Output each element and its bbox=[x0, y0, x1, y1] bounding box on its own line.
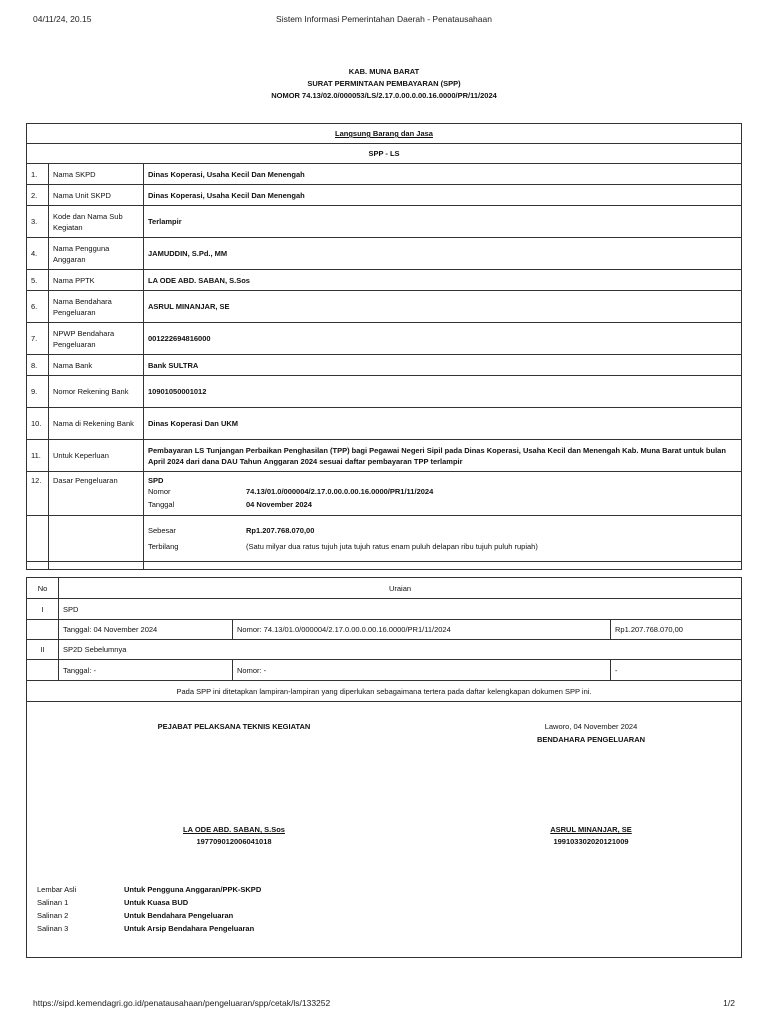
bendahara-name: ASRUL MINANJAR, SE bbox=[550, 825, 632, 834]
spd-amount: Rp1.207.768.070,00 bbox=[611, 620, 742, 640]
row-number: 6. bbox=[27, 291, 49, 323]
table-row bbox=[27, 599, 742, 620]
row-label: SP2D Sebelumnya bbox=[59, 640, 742, 660]
print-page-number: 1/2 bbox=[723, 998, 735, 1008]
table-row bbox=[27, 408, 742, 440]
row-value: LA ODE ABD. SABAN, S.Sos bbox=[144, 270, 742, 291]
pptk-name: LA ODE ABD. SABAN, S.Sos bbox=[183, 825, 285, 834]
row-label: Nama SKPD bbox=[49, 164, 144, 185]
table-row bbox=[27, 640, 742, 660]
uraian-table bbox=[26, 577, 742, 702]
spd-heading: SPD bbox=[148, 476, 164, 485]
lampiran-note: Pada SPP ini ditetapkan lampiran-lampiran yang diperlukan sebagaimana tertera pada daftar kelengkapan dokumen SPP ini. bbox=[27, 681, 742, 702]
spd-nomor-value: 74.13/01.0/000004/2.17.0.00.0.00.16.0000/PR1/11/2024 bbox=[246, 487, 434, 496]
table-row bbox=[27, 440, 742, 472]
col-uraian-header: Uraian bbox=[59, 578, 742, 599]
table-row bbox=[27, 164, 742, 185]
lembar-label: Salinan 3 bbox=[37, 924, 69, 933]
row-value: Terlampir bbox=[144, 206, 742, 238]
row-number: 11. bbox=[27, 440, 49, 472]
row-value: Dinas Koperasi, Usaha Kecil Dan Menengah bbox=[144, 185, 742, 206]
row-label: Nama Bendahara Pengeluaran bbox=[49, 291, 144, 323]
dasar-pengeluaran-row bbox=[27, 472, 742, 516]
pptk-title: PEJABAT PELAKSANA TEKNIS KEGIATAN bbox=[157, 722, 311, 731]
row-number: 1. bbox=[27, 164, 49, 185]
empty-cell bbox=[49, 516, 144, 562]
row-value: Bank SULTRA bbox=[144, 355, 742, 376]
table-row bbox=[27, 238, 742, 270]
terbilang-label: Terbilang bbox=[148, 542, 179, 551]
row-value: 10901050001012 bbox=[144, 376, 742, 408]
lembar-label: Salinan 1 bbox=[37, 898, 69, 907]
row-number: 9. bbox=[27, 376, 49, 408]
empty-cell bbox=[27, 516, 49, 562]
print-header bbox=[33, 14, 735, 26]
row-label: Nama di Rekening Bank bbox=[49, 408, 144, 440]
table-row bbox=[27, 185, 742, 206]
spd-nomor: Nomor: 74.13/01.0/000004/2.17.0.00.0.00.16.0000/PR1/11/2024 bbox=[233, 620, 611, 640]
spp-info-table bbox=[26, 123, 742, 570]
spd-tanggal-label: Tanggal bbox=[148, 500, 175, 509]
table-row bbox=[27, 376, 742, 408]
col-no-header: No bbox=[27, 578, 59, 599]
row-value: 001222694816000 bbox=[144, 323, 742, 355]
spd-nomor-label: Nomor bbox=[148, 487, 171, 496]
doc-name: SURAT PERMINTAAN PEMBAYARAN (SPP) bbox=[307, 79, 461, 88]
table-row bbox=[27, 323, 742, 355]
row-number: II bbox=[27, 640, 59, 660]
table-row bbox=[27, 620, 742, 640]
signature-section bbox=[26, 702, 742, 958]
row-value: Dinas Koperasi, Usaha Kecil Dan Menengah bbox=[144, 164, 742, 185]
bendahara-title: BENDAHARA PENGELUARAN bbox=[536, 735, 646, 744]
empty-cell bbox=[27, 660, 59, 681]
table-row bbox=[27, 206, 742, 238]
sp2d-tanggal: Tanggal: - bbox=[59, 660, 233, 681]
spp-category: Langsung Barang dan Jasa bbox=[27, 124, 742, 144]
print-footer-url: https://sipd.kemendagri.go.id/penatausahaan/pengeluaran/spp/cetak/ls/133252 bbox=[33, 998, 331, 1008]
amount-row bbox=[27, 516, 742, 562]
lembar-value: Untuk Bendahara Pengeluaran bbox=[124, 911, 234, 920]
print-page-title: Sistem Informasi Pemerintahan Daerah - Penatausahaan bbox=[276, 14, 492, 24]
empty-cell bbox=[49, 562, 144, 570]
row-label: Nama Pengguna Anggaran bbox=[49, 238, 144, 270]
sp2d-nomor: Nomor: - bbox=[233, 660, 611, 681]
spp-type: SPP - LS bbox=[27, 144, 742, 164]
row-number: 5. bbox=[27, 270, 49, 291]
sign-place-date: Laworo, 04 November 2024 bbox=[544, 722, 638, 731]
row-value: Dinas Koperasi Dan UKM bbox=[144, 408, 742, 440]
spd-details bbox=[144, 472, 742, 516]
row-number: 4. bbox=[27, 238, 49, 270]
sp2d-amount: - bbox=[611, 660, 742, 681]
row-label: Dasar Pengeluaran bbox=[49, 472, 144, 516]
doc-region: KAB. MUNA BARAT bbox=[348, 67, 420, 76]
distribution-list bbox=[37, 884, 324, 934]
row-number: 8. bbox=[27, 355, 49, 376]
row-value: Pembayaran LS Tunjangan Perbaikan Penghasilan (TPP) bagi Pegawai Negeri Sipil pada Dinas Koperasi, Usaha Kecil dan Menengah Kab. Muna Barat untuk bulan April 2024 dari dana DAU Tahun Anggaran 2024 sesuai daftar pembayaran TPP terlampir bbox=[144, 440, 742, 472]
pptk-nip: 197709012006041018 bbox=[196, 837, 272, 846]
empty-cell bbox=[27, 620, 59, 640]
row-label: SPD bbox=[59, 599, 742, 620]
sebesar-label: Sebesar bbox=[148, 526, 176, 535]
row-number: 12. bbox=[27, 472, 49, 516]
table-row bbox=[27, 270, 742, 291]
row-number: I bbox=[27, 599, 59, 620]
row-number: 3. bbox=[27, 206, 49, 238]
row-value: ASRUL MINANJAR, SE bbox=[144, 291, 742, 323]
row-label: Nama Bank bbox=[49, 355, 144, 376]
table-row bbox=[27, 660, 742, 681]
spd-tanggal: Tanggal: 04 November 2024 bbox=[59, 620, 233, 640]
row-number: 10. bbox=[27, 408, 49, 440]
row-label: Kode dan Nama Sub Kegiatan bbox=[49, 206, 144, 238]
row-value: JAMUDDIN, S.Pd., MM bbox=[144, 238, 742, 270]
spd-tanggal-value: 04 November 2024 bbox=[246, 500, 312, 509]
row-number: 2. bbox=[27, 185, 49, 206]
table-row bbox=[27, 355, 742, 376]
row-label: Nomor Rekening Bank bbox=[49, 376, 144, 408]
lembar-value: Untuk Arsip Bendahara Pengeluaran bbox=[124, 924, 255, 933]
terbilang-value: (Satu milyar dua ratus tujuh juta tujuh ratus enam puluh delapan ribu tujuh puluh rupiah) bbox=[246, 542, 538, 551]
bendahara-nip: 199103302020121009 bbox=[553, 837, 629, 846]
amount-details bbox=[144, 516, 742, 562]
row-label: NPWP Bendahara Pengeluaran bbox=[49, 323, 144, 355]
sebesar-value: Rp1.207.768.070,00 bbox=[246, 526, 315, 535]
empty-cell bbox=[27, 562, 49, 570]
print-timestamp: 04/11/24, 20.15 bbox=[33, 14, 92, 24]
doc-number: NOMOR 74.13/02.0/000053/LS/2.17.0.00.0.00.16.0000/PR/11/2024 bbox=[271, 91, 497, 100]
spacer-row bbox=[27, 562, 742, 570]
row-number: 7. bbox=[27, 323, 49, 355]
document-title bbox=[0, 66, 768, 102]
row-label: Nama PPTK bbox=[49, 270, 144, 291]
row-label: Nama Unit SKPD bbox=[49, 185, 144, 206]
lembar-value: Untuk Pengguna Anggaran/PPK-SKPD bbox=[124, 885, 262, 894]
row-label: Untuk Keperluan bbox=[49, 440, 144, 472]
lembar-label: Salinan 2 bbox=[37, 911, 69, 920]
lembar-label: Lembar Asli bbox=[37, 885, 77, 894]
empty-cell bbox=[144, 562, 742, 570]
table-row bbox=[27, 291, 742, 323]
lembar-value: Untuk Kuasa BUD bbox=[124, 898, 189, 907]
